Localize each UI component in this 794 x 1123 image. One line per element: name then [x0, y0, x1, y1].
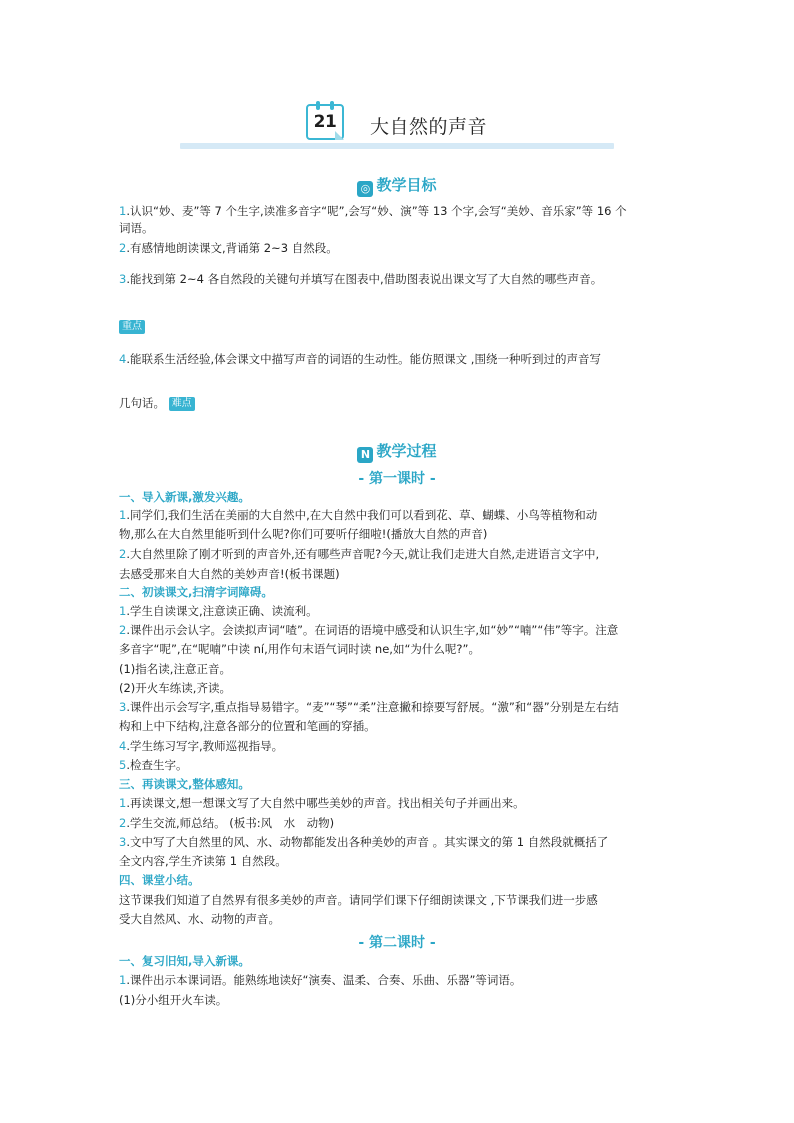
- title-underline-bar: [180, 143, 614, 149]
- process-line: 全文内容,学生齐读第 1 自然段。: [119, 854, 287, 868]
- process-line: 2.大自然里除了刚才听到的声音外,还有哪些声音呢?今天,就让我们走进大自然,走进语言文字中,: [119, 547, 600, 561]
- lesson-title: 大自然的声音: [370, 116, 488, 138]
- process-icon: N: [357, 447, 373, 463]
- goal-line-5: 4.能联系生活经验,体会课文中描写声音的词语的生动性。能仿照课文 ,围绕一种听到过的声音写: [119, 352, 601, 366]
- process-line: 去感受那来自大自然的美妙声音!(板书课题): [119, 567, 340, 581]
- process-line: 四、课堂小结。: [119, 873, 200, 887]
- process-line: 二、初读课文,扫清字词障碍。: [119, 585, 273, 599]
- key-point-tag: 重点: [119, 320, 145, 334]
- process-line: 1.再读课文,想一想课文写了大自然中哪些美妙的声音。找出相关句子并画出来。: [119, 796, 525, 810]
- process-line: (1)指名读,注意正音。: [119, 662, 231, 676]
- lesson-title-block: [180, 104, 614, 152]
- goal-line-1: 1.认识“妙、麦”等 7 个生字,读准多音字“呢”,会写“妙、演”等 13 个字,会写“美妙、音乐家”等 16 个: [119, 204, 627, 218]
- session-1-header: - 第一课时 -: [358, 471, 436, 487]
- goal-line-4: 3.能找到第 2~4 各自然段的关键句并填写在图表中,借助图表说出课文写了大自然的哪些声音。: [119, 272, 603, 286]
- process-line: 2.课件出示会认字。会读拟声词“喳”。在词语的语境中感受和认识生字,如“妙”“喃”“伟”等字。注意: [119, 623, 619, 637]
- process-line: 4.学生练习写字,教师巡视指导。: [119, 739, 284, 753]
- session-2-header: - 第二课时 -: [358, 935, 436, 951]
- process-line: 1.课件出示本课词语。能熟练地读好“演奏、温柔、合奏、乐曲、乐器”等词语。: [119, 973, 522, 987]
- key-point-row: [119, 318, 145, 334]
- process-header-label: 教学过程: [376, 442, 437, 460]
- calendar-icon: [306, 104, 344, 140]
- process-line: 受大自然风、水、动物的声音。: [119, 912, 280, 926]
- process-header: [0, 440, 794, 463]
- target-icon: ◎: [357, 181, 373, 197]
- process-line: (1)分小组开火车读。: [119, 993, 228, 1007]
- goal-line-3: 2.有感情地朗读课文,背诵第 2~3 自然段。: [119, 241, 338, 255]
- process-line: 1.同学们,我们生活在美丽的大自然中,在大自然中我们可以看到花、草、蝴蝶、小鸟等植物和动: [119, 508, 598, 522]
- process-line: 三、再读课文,整体感知。: [119, 777, 250, 791]
- lesson-number: 21: [313, 112, 337, 132]
- process-line: 5.检查生字。: [119, 758, 188, 772]
- goals-header: [0, 174, 794, 197]
- process-line: 构和上中下结构,注意各部分的位置和笔画的穿插。: [119, 719, 376, 733]
- process-line: 一、复习旧知,导入新课。: [119, 954, 250, 968]
- difficult-point-tag: 难点: [169, 397, 195, 411]
- process-line: 1.学生自读课文,注意读正确、读流利。: [119, 604, 318, 618]
- process-line: 这节课我们知道了自然界有很多美妙的声音。请同学们课下仔细朗读课文 ,下节课我们进一步感: [119, 893, 598, 907]
- goal-line-2: 词语。: [119, 221, 154, 235]
- process-line: 2.学生交流,师总结。 (板书:风 水 动物): [119, 816, 335, 830]
- process-line: 3.文中写了大自然里的风、水、动物都能发出各种美妙的声音 。其实课文的第 1 自然段就概括了: [119, 835, 609, 849]
- goals-header-label: 教学目标: [376, 176, 437, 194]
- process-line: 物,那么在大自然里能听到什么呢?你们可要听仔细啦!(播放大自然的声音): [119, 527, 488, 541]
- process-line: 多音字“呢”,在“呢喃”中读 ní,用作句末语气词时读 ne,如“为什么呢?”。: [119, 642, 480, 656]
- process-line: 3.课件出示会写字,重点指导易错字。“麦”“琴”“柔”注意撇和捺要写舒展。“激”和“器”分别是左右结: [119, 700, 619, 714]
- goal-line-6: 几句话。 难点: [119, 395, 195, 411]
- process-line: 一、导入新课,激发兴趣。: [119, 490, 250, 504]
- process-line: (2)开火车练读,齐读。: [119, 681, 231, 695]
